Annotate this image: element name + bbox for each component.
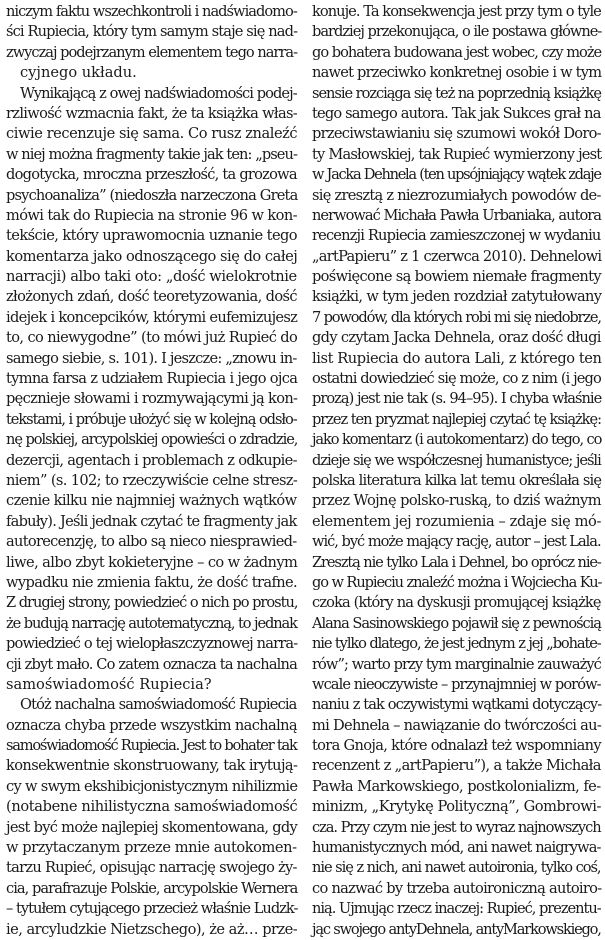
left-column-line: narracji) albo taki oto: „dość wielokrotnie [6,268,297,286]
left-column-line: Otóż nachalna samoświadomość Rupiecia [20,696,297,714]
right-column-line: książki, w tym jeden rozdział zatytułowany [312,288,602,306]
right-column-line: „artPapieru” z 1 czerwca 2010). Dehnelowi [312,247,602,265]
right-column-line: nawet przeciwko konkretnej osobie i w tym [312,64,602,82]
left-column-line: że budują narrację autotematyczną, to jednak [6,614,297,632]
right-column-line: wcale nieoczywiste – przynajmniej w porów- [312,675,601,693]
right-column-line: elementem jej rozumienia – zdaje się mó- [312,512,601,530]
right-column-line: naniu z tak oczywistymi wątkami dotyczący- [312,696,602,714]
left-column-line: powiedzieć o tej wielopłaszczyznowej narra- [6,635,298,653]
left-column-line: psychoanaliza” (niedoszła narzeczona Greta [6,186,298,204]
left-column-line: dogotycka, mroczna przeszłość, ta grozowa [6,166,297,184]
left-column-line: konsekwentnie skonstruowany, tak irytują- [6,757,298,775]
left-column-line: autorecenzję, to albo są nieco niesprawied- [6,533,297,551]
left-column-line: tekstami, i próbuje ułożyć się w kolejną odsło- [6,410,297,428]
left-column-line: liwe, albo zbyt kokieteryjne – co w żadnym [6,553,298,571]
right-column-line: cza. Przy czym nie jest to wyraz najnowszych [312,818,601,836]
left-column-line: mówi tak do Rupiecia na stronie 96 w kon- [6,206,297,224]
left-column-line: w przytaczanym przeze mnie autokomen- [6,839,297,857]
right-column-line: dzieje się we współczesnej humanistyce; jeśli [312,451,601,469]
left-column-line: Z drugiej strony, powiedzieć o nich po prostu, [6,594,298,612]
right-column-line: tego samego autora. Tak jak Sukces grał na [312,104,601,122]
left-column-line: samego siebie, s. 101). I jeszcze: „znowu in- [6,349,297,367]
right-column-line: gdy czytam Jacka Dehnela, oraz dość długi [312,329,601,347]
left-column-line: dezercji, agentach i problemach z odkupie- [6,451,297,469]
right-column-line: ty Masłowskiej, tak Rupieć wymierzony jest [312,145,602,163]
left-column-line: tymna farsa z udziałem Rupiecia i jego ojca [6,370,298,388]
left-column-line: samoświadomość Rupiecia. Jest to bohater tak [6,737,297,755]
right-column-line: list Rupiecia do autora Lali, z którego ten [312,349,602,367]
right-column-line: się zresztą z niezrozumiałych powodów de- [312,186,601,204]
left-column-line: zwyczaj podejrzanym elementem tego narra- [6,43,298,61]
right-column-line: Alana Sasinowskiego pojawił się z pewnością [312,614,601,632]
left-column-line: cia, parafrazuje Polskie, arcypolskie Wernera [6,879,298,897]
left-column-line: rzliwość wzmacnia fakt, że ta książka włas- [6,104,298,122]
right-column-line: wić, być może mający rację, autor – jest Lala. [312,533,601,551]
right-column-line: przez Wojnę polsko-ruską, to dziś ważnym [312,492,601,510]
right-column-line: 7 powodów, dla których robi mi się niedobrze, [312,308,601,326]
left-column-line: Wynikającą z owej nadświadomości podej- [20,84,297,102]
right-column-line: bardziej przekonująca, o ile postawa główne- [312,23,602,41]
left-column-line: fabuły). Jeśli jednak czytać te fragmenty jak [6,512,297,530]
left-column-line: ciwie recenzuje się sama. Co rusz znaleźć [6,125,298,143]
left-column-line: w niej można fragmenty takie jak ten: „pseu- [6,145,297,163]
left-column-line: nę polskiej, arcypolskiej opowieści o zdradzie, [6,431,298,449]
right-column-line: nie tylko dlatego, że jest jednym z jej „bohate- [312,635,601,653]
right-column-line: tora Gnoja, które odnalazł też wspomniany [312,737,601,755]
left-column-line: idejek i koncepcików, którymi eufemizujesz [6,308,298,326]
left-column-line: ie, arcyludzkie Nietzschego), że aż… prze- [6,920,298,938]
right-column-line: prozą) jest nie tak (s. 94–95). I chyba właśnie [312,390,602,408]
right-column-line: sensie rozciąga się też na poprzednią książkę [312,84,602,102]
left-column-line: tarzu Rupieć, opisując narrację swojego ży- [6,859,297,877]
right-column-line: nią. Ujmując rzecz inaczej: Rupieć, prezentu- [312,900,601,918]
right-column-line: przeciwstawianiu się szumowi wokół Doro- [312,125,601,143]
left-column-line: (notabene nihilistyczna samoświadomość [6,798,298,816]
left-column-line: cyjnego układu. [20,64,137,82]
right-column-line: Zresztą nie tylko Lala i Dehnel, bo oprócz nie- [312,553,601,571]
left-column-line: jest być może najlepiej skomentowana, gdy [6,818,298,836]
left-column-line: to, co niewygodne” (to mówi już Rupieć do [6,329,298,347]
right-column-line: go w Rupieciu znaleźć można i Wojciecha Ku- [312,573,602,591]
right-column-line: minizm, „Krytykę Polityczną”, Gombrowi- [312,798,601,816]
left-column-line: niczym faktu wszechkontroli i nadświadomo- [6,3,297,20]
right-column-line: w Jacka Dehnela (ten upsójniający wątek zdaje [312,166,601,184]
right-column-line: humanistycznych mód, ani nawet naigrywa- [312,839,601,857]
left-column-line: cy w swym ekshibicjonistycznym nihilizmie [6,777,298,795]
left-column-line: wypadku nie zmienia faktu, że dość trafne. [6,573,298,591]
right-column-line: konuje. Ta konsekwencja jest przy tym o tyle [312,3,601,20]
right-text-column [312,2,601,940]
right-column-line: nie się z nich, ani nawet autoironia, tylko coś, [312,859,601,877]
left-column-line: ści Rupiecia, który tym samym staje się nad- [6,23,298,41]
right-column-line: przez ten pryzmat najlepiej czytać tę książkę: [312,410,601,428]
right-column-line: ostatni dowiedzieć się może, co z nim (i jego [312,370,601,388]
right-column-line: rów”; warto przy tym marginalnie zauważyć [312,655,601,673]
left-column-line: samoświadomość Rupiecia? [6,675,212,693]
right-column-line: nerwować Michała Pawła Urbaniaka, autora [312,206,602,224]
left-column-line: komentarza jako odnoszącego się do całej [6,247,298,265]
left-column-line: oznacza chyba przede wszystkim nachalną [6,716,297,734]
right-column-line: poświęcone są bowiem niemałe fragmenty [312,268,601,286]
left-column-line: złożonych zdań, dość teoretyzowania, dość [6,288,297,306]
left-column-line: niem” (s. 102; to rzeczywiście celne stresz- [6,471,298,489]
left-column-line: – tytułem cytującego przecież właśnie Ludzk- [6,900,298,918]
right-column-line: Pawła Markowskiego, postkolonializm, fe- [312,777,601,795]
right-column-line: mi Dehnela – nawiązanie do twórczości au- [312,716,602,734]
left-column-line: pęcznieje słowami i rozmywającymi ją kon- [6,390,298,408]
right-column-line: go bohatera budowana jest wobec, czy może [312,43,602,61]
left-column-line: cji zbyt mało. Co zatem oznacza ta nachalna [6,655,297,673]
left-column-line: tekście, który uprawomocnia uznanie tego [6,227,298,245]
right-column-line: czoka (który na dyskusji promującej książkę [312,594,601,612]
right-column-line: jako komentarz (i autokomentarz) do tego, co [312,431,602,449]
right-column-line: polska literatura kilka lat temu określała się [312,471,602,489]
right-column-line: jąc swojego antyDehnela, antyMarkowskiego, [312,920,601,938]
left-column-line: czenie kilku nie najmniej ważnych wątków [6,492,297,510]
left-text-column [6,2,297,940]
right-column-line: co nazwać by trzeba autoironiczną autoiro- [312,879,602,897]
right-column-line: recenzji Rupiecia zamieszczonej w wydaniu [312,227,601,245]
right-column-line: recenzent z „artPapieru”), a także Michała [312,757,601,775]
